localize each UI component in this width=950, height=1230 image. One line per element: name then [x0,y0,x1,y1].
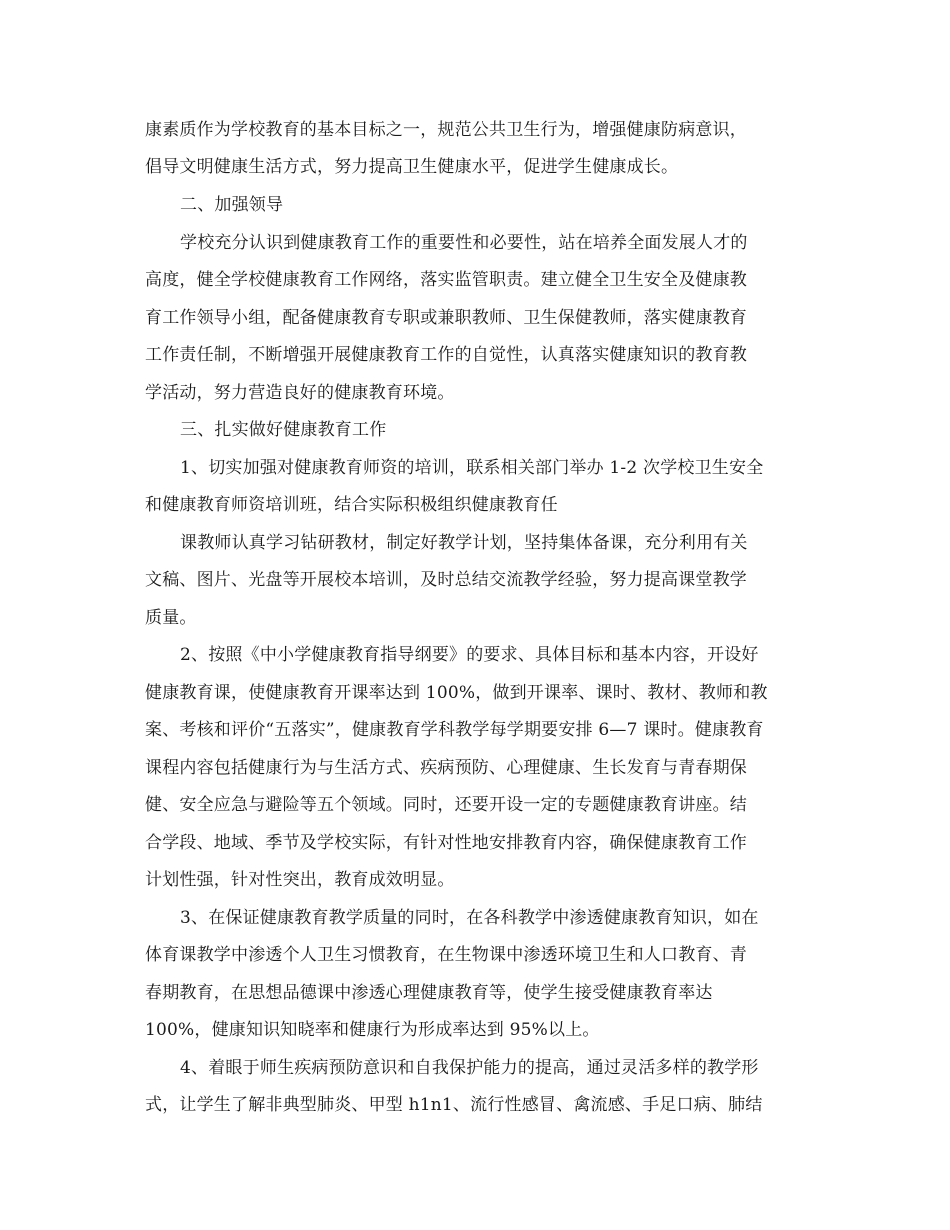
text-line: 学校充分认识到健康教育工作的重要性和必要性，站在培养全面发展人才的 [180,233,748,253]
text-line: 质量。 [145,608,197,628]
text-line: 工作责任制，不断增强开展健康教育工作的自觉性，认真落实健康知识的教育教 [145,345,747,365]
text-line: 计划性强，针对性突出，教育成效明显。 [145,870,455,890]
text-line: 春期教育，在思想品德课中渗透心理健康教育等，使学生接受健康教育率达 [145,983,713,1003]
text-line: 高度，健全学校健康教育工作网络，落实监管职责。建立健全卫生安全及健康教 [145,270,747,290]
text-line: 4、着眼于师生疾病预防意识和自我保护能力的提高，通过灵活多样的教学形 [180,1058,759,1078]
text-line: 倡导文明健康生活方式，努力提高卫生健康水平，促进学生健康成长。 [145,157,679,177]
text-line: 1、切实加强对健康教育师资的培训，联系相关部门举办 1-2 次学校卫生安全 [180,458,764,478]
text-line: 文稿、图片、光盘等开展校本培训，及时总结交流教学经验，努力提高课堂教学 [145,570,747,590]
text-line: 和健康教育师资培训班，结合实际积极组织健康教育任 [145,495,558,515]
text-line: 100%，健康知识知晓率和健康行为形成率达到 95%以上。 [145,1020,600,1040]
text-line: 3、在保证健康教育教学质量的同时，在各科教学中渗透健康教育知识，如在 [180,908,759,928]
section-heading: 二、加强领导 [180,195,284,215]
text-line: 2、按照《中小学健康教育指导纲要》的要求、具体目标和基本内容，开设好 [180,645,759,665]
text-line: 健康教育课，使健康教育开课率达到 100%，做到开课率、课时、教材、教师和教 [145,683,768,703]
text-line: 课教师认真学习钻研教材，制定好教学计划，坚持集体备课，充分利用有关 [180,533,748,553]
text-line: 课程内容包括健康行为与生活方式、疾病预防、心理健康、生长发育与青春期保 [145,758,747,778]
text-line: 案、考核和评价“五落实”，健康教育学科教学每学期要安排 6—7 课时。健康教育 [145,720,764,740]
text-line: 健、安全应急与避险等五个领域。同时，还要开设一定的专题健康教育讲座。结 [145,795,747,815]
text-line: 合学段、地域、季节及学校实际，有针对性地安排教育内容，确保健康教育工作 [145,833,747,853]
text-line: 式，让学生了解非典型肺炎、甲型 h1n1、流行性感冒、禽流感、手足口病、肺结 [145,1095,763,1115]
text-line: 康素质作为学校教育的基本目标之一，规范公共卫生行为，增强健康防病意识， [145,120,747,140]
text-line: 育工作领导小组，配备健康教育专职或兼职教师、卫生保健教师，落实健康教育 [145,308,747,328]
text-line: 体育课教学中渗透个人卫生习惯教育，在生物课中渗透环境卫生和人口教育、青 [145,945,747,965]
section-heading: 三、扎实做好健康教育工作 [180,420,387,440]
text-line: 学活动，努力营造良好的健康教育环境。 [145,383,455,403]
